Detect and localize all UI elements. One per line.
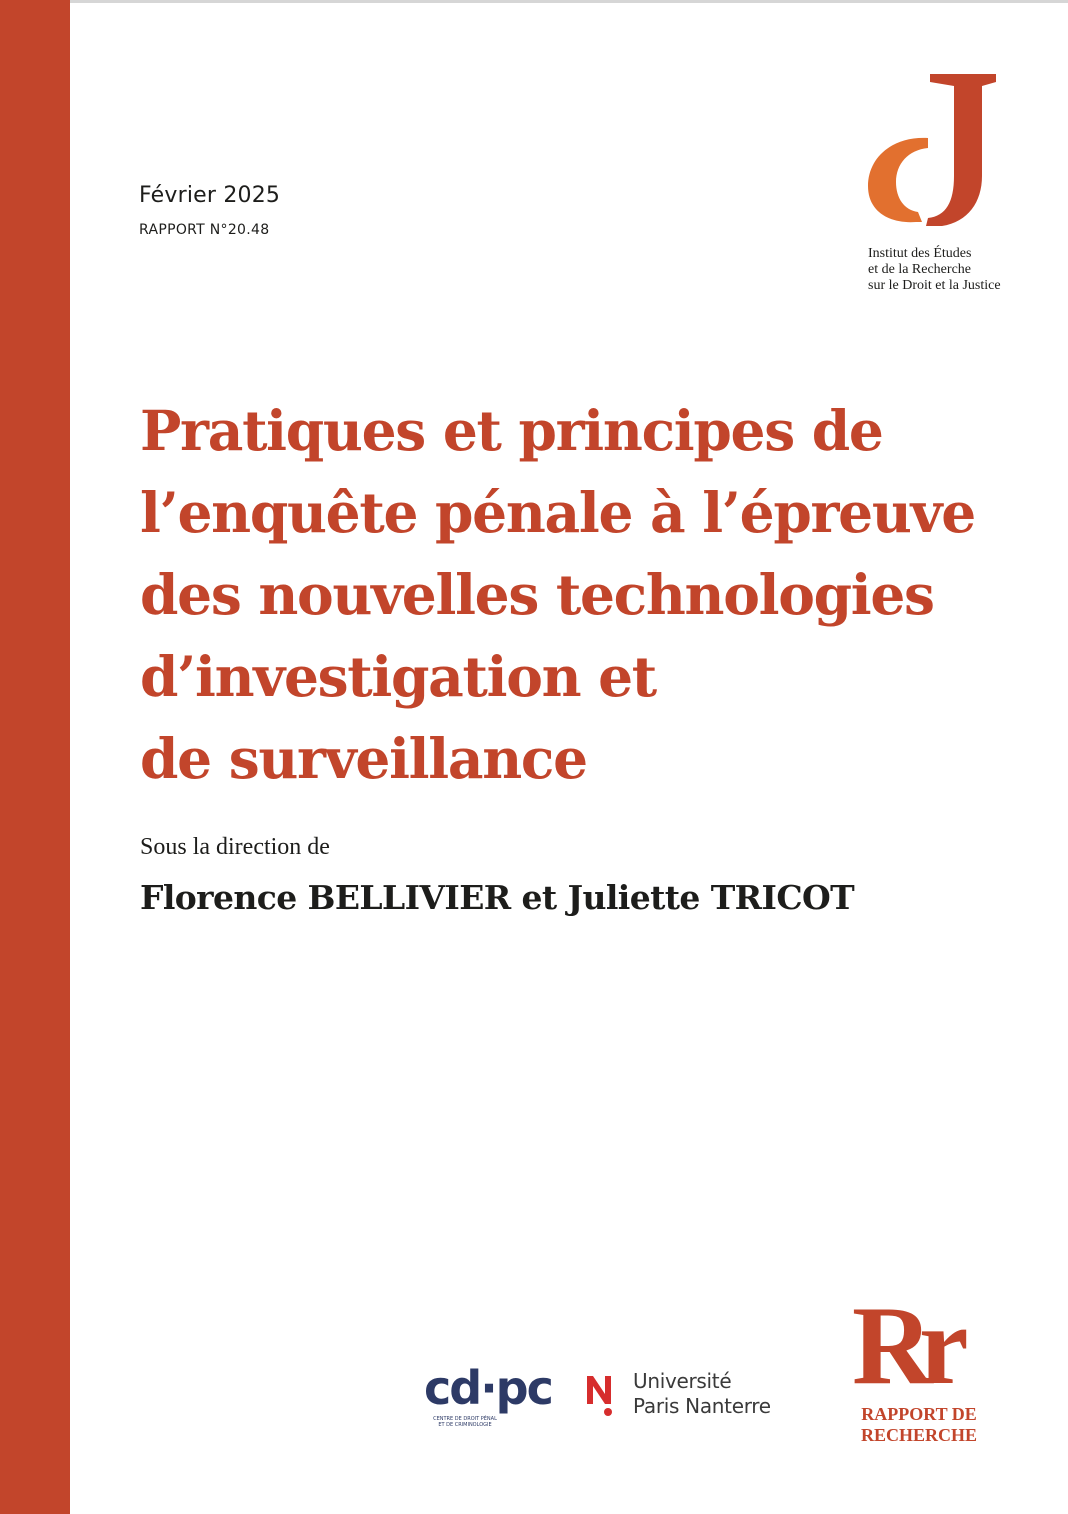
series-label-line: RECHERCHE: [860, 1425, 977, 1445]
institute-name-line: Institut des Études: [868, 246, 972, 261]
title-line: d’investigation et: [140, 644, 656, 709]
universite-paris-nanterre-logo-icon: [585, 1372, 615, 1418]
report-title: [140, 390, 1020, 800]
title-line: l’enquête pénale à l’épreuve: [140, 480, 975, 545]
rapport-de-recherche-logo: Rr: [852, 1284, 955, 1408]
title-line: des nouvelles technologies: [140, 562, 934, 627]
cdpc-subtitle-line: ET DE CRIMINOLOGIE: [438, 1422, 492, 1428]
publication-date: Février 2025: [139, 183, 281, 208]
title-line: Pratiques et principes de: [140, 398, 883, 463]
side-color-band: [0, 0, 70, 1514]
authors: Florence BELLIVIER et Juliette TRICOT: [140, 878, 855, 917]
institute-name-line: et de la Recherche: [868, 262, 971, 277]
title-line: de surveillance: [140, 726, 587, 791]
cdpc-subtitle-line: CENTRE DE DROIT PÉNAL: [433, 1416, 497, 1422]
university-name: [633, 1369, 771, 1419]
top-rule: [70, 0, 1068, 3]
series-label: [849, 1404, 989, 1446]
university-name-line: Paris Nanterre: [633, 1394, 771, 1418]
university-name-line: Université: [633, 1369, 732, 1393]
institute-name: [868, 246, 1001, 294]
institute-name-line: sur le Droit et la Justice: [868, 278, 1001, 293]
direction-label: Sous la direction de: [140, 834, 330, 860]
report-number: RAPPORT N°20.48: [139, 222, 270, 238]
series-label-line: RAPPORT DE: [861, 1404, 977, 1424]
cdpc-logo-text: cd·pc: [424, 1362, 552, 1415]
cdpc-subtitle: [430, 1416, 500, 1428]
ierdj-logo-icon: [864, 72, 1004, 232]
